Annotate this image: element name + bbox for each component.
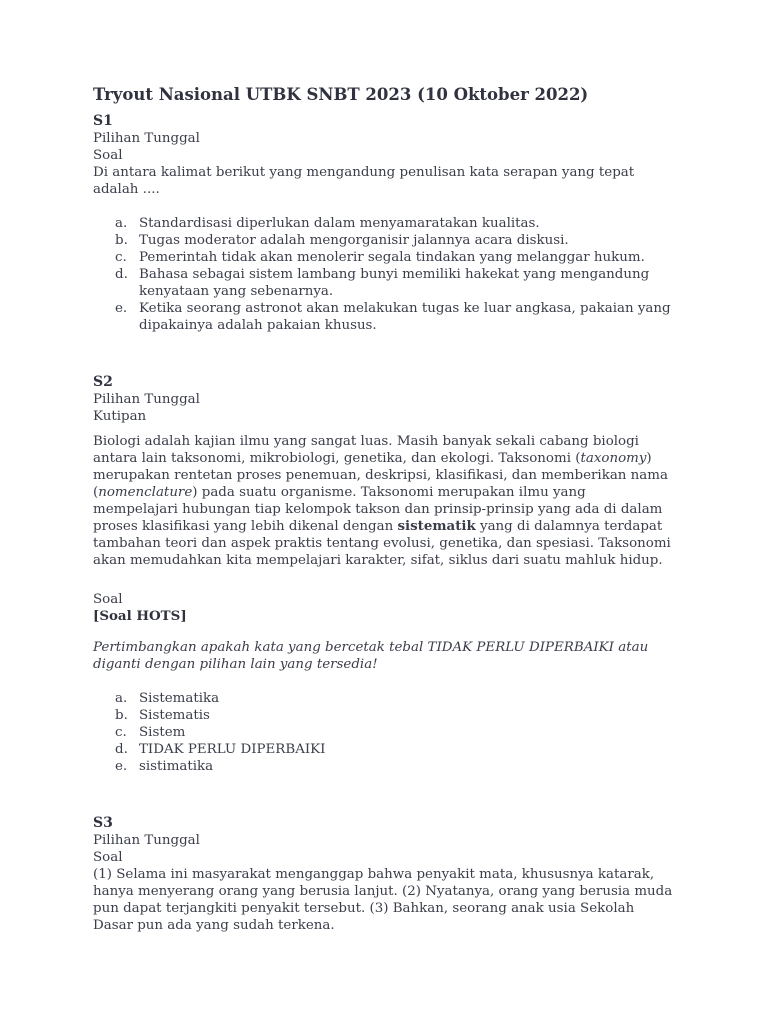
option-a[interactable] (93, 690, 673, 707)
soal-label: Soal (93, 148, 123, 163)
soal-label: Soal (93, 592, 123, 607)
bold-term-sistematik: sistematik (397, 518, 476, 534)
kutipan-label: Kutipan (93, 409, 147, 424)
option-b[interactable] (93, 232, 673, 249)
option-a[interactable] (93, 215, 673, 232)
document-title: Tryout Nasional UTBK SNBT 2023 (10 Oktober 2022) (93, 85, 589, 104)
option-text: Sistem (139, 725, 186, 740)
option-text: sistimatika (139, 759, 214, 774)
document-page (93, 84, 673, 934)
question-text: (1) Selama ini masyarakat menganggap bahwa penyakit mata, khususnya katarak, hanya menyerang orang yang berusia lanjut. (2) Nyatanya, orang yang berusia muda pun dapat terjangkiti penyakit tersebut. (3) Bahkan, seorang anak usia Sekolah Dasar pun ada yang sudah terkena. (93, 867, 673, 933)
option-text: Ketika seorang astronot akan melakukan tugas ke luar angkasa, pakaian yang dipakainya adalah pakaian khusus. (139, 301, 671, 333)
option-letter: c. (115, 250, 127, 265)
option-letter: b. (115, 233, 128, 248)
term-taxonomy: taxonomy (580, 451, 647, 466)
term-nomenclature: nomenclature (98, 485, 193, 500)
option-d[interactable] (93, 266, 673, 300)
options-list (93, 690, 673, 775)
question-number: S1 (93, 113, 113, 129)
question-type: Pilihan Tunggal (93, 392, 200, 407)
option-text: Sistematika (139, 691, 220, 706)
instruction-text: Pertimbangkan apakah kata yang bercetak tebal TIDAK PERLU DIPERBAIKI atau diganti dengan pilihan lain yang tersedia! (93, 640, 649, 672)
option-letter: a. (115, 691, 128, 706)
question-text: Di antara kalimat berikut yang mengandung penulisan kata serapan yang tepat adalah .... (93, 165, 635, 197)
option-e[interactable] (93, 300, 673, 334)
option-text: Sistematis (139, 708, 210, 723)
question-s2 (93, 373, 673, 775)
option-letter: e. (115, 759, 128, 774)
option-c[interactable] (93, 249, 673, 266)
option-c[interactable] (93, 724, 673, 741)
option-text: Tugas moderator adalah mengorganisir jalannya acara diskusi. (139, 233, 569, 248)
option-letter: c. (115, 725, 127, 740)
hots-label: [Soal HOTS] (93, 608, 187, 624)
option-text: Standardisasi diperlukan dalam menyamaratakan kualitas. (139, 216, 540, 231)
option-text: TIDAK PERLU DIPERBAIKI (139, 742, 326, 757)
option-b[interactable] (93, 707, 673, 724)
option-letter: a. (115, 216, 128, 231)
soal-label: Soal (93, 850, 123, 865)
question-type: Pilihan Tunggal (93, 131, 200, 146)
question-number: S2 (93, 374, 113, 390)
option-letter: b. (115, 708, 128, 723)
option-text: Pemerintah tidak akan menolerir segala tindakan yang melanggar hukum. (139, 250, 645, 265)
option-text: Bahasa sebagai sistem lambang bunyi memiliki hakekat yang mengandung kenyataan yang sebenarnya. (139, 267, 650, 299)
options-list (93, 215, 673, 334)
option-letter: e. (115, 301, 128, 316)
option-e[interactable] (93, 758, 673, 775)
option-d[interactable] (93, 741, 673, 758)
question-s1 (93, 112, 673, 334)
question-number: S3 (93, 815, 113, 831)
passage-text: Biologi adalah kajian ilmu yang sangat luas. Masih banyak sekali cabang biologi antara lain taksonomi, mikrobiologi, genetika, dan ekologi. Taksonomi (taxonomy) merupakan rentetan proses penemuan, deskripsi, klasifikasi, dan memberikan nama (nomenclature) pada suatu organisme. Taksonomi merupakan ilmu yang mempelajari hubungan tiap kelompok takson dan prinsip-prinsip yang ada di dalam proses klasifikasi yang lebih dikenal dengan sistematik yang di dalamnya terdapat tambahan teori dan aspek praktis tentang evolusi, genetika, dan spesiasi. Taksonomi akan memudahkan kita mempelajari karakter, sifat, siklus dari suatu mahluk hidup. (93, 434, 671, 568)
question-type: Pilihan Tunggal (93, 833, 200, 848)
question-s3 (93, 814, 673, 934)
option-letter: d. (115, 267, 128, 282)
option-letter: d. (115, 742, 128, 757)
